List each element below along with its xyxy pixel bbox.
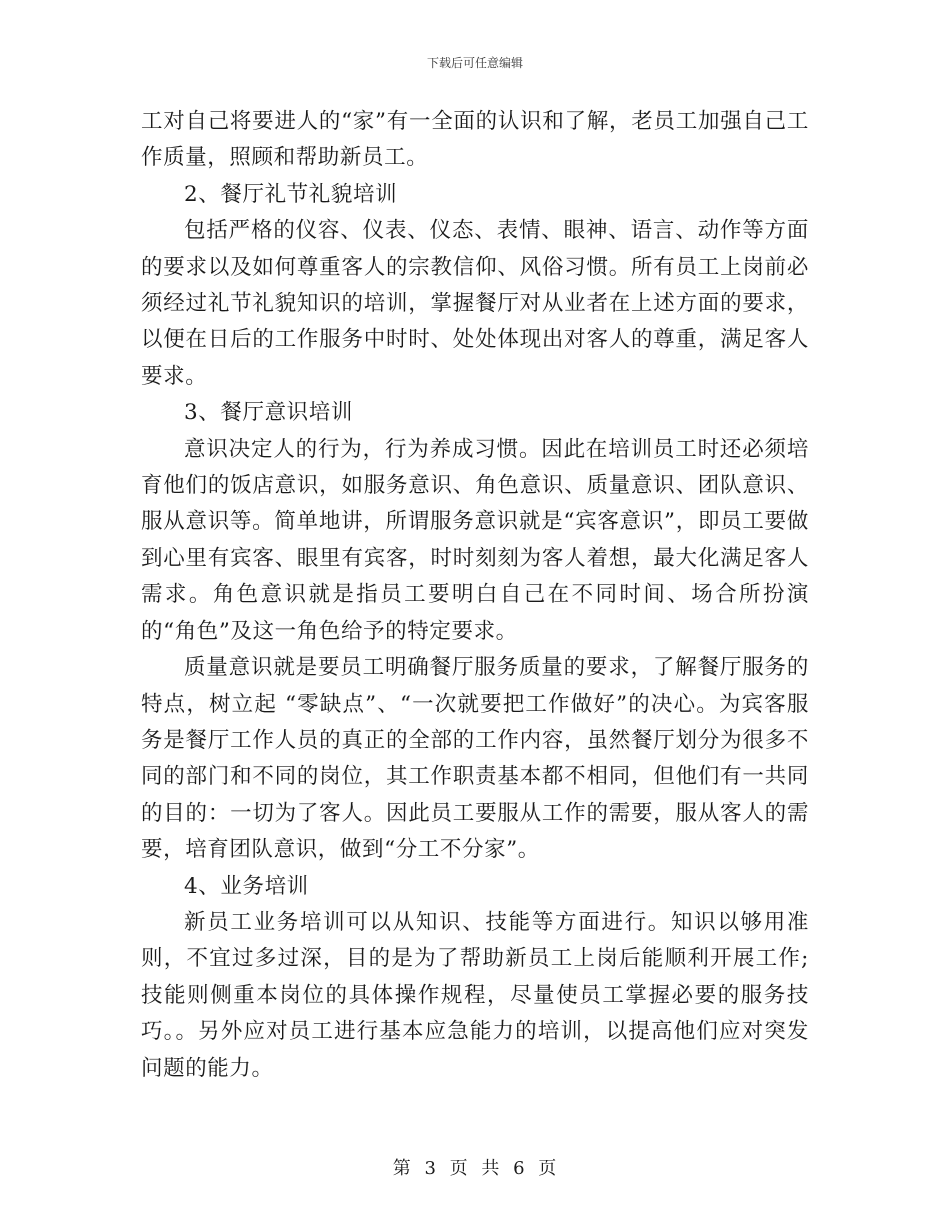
paragraph-business: 新员工业务培训可以从知识、技能等方面进行。知识以够用准则，不宜过多过深，目的是为了帮助新员工上岗后能顺利开展工作;技能则侧重本岗位的具体操作规程，尽量使员工掌握必要的服务技巧。。另外应对员工进行基本应急能力的培训，以提高他们应对突发问题的能力。 [141, 909, 809, 1081]
page-header: 下载后可任意编辑 [426, 56, 523, 70]
section-heading-awareness: 3、餐厅意识培训 [184, 400, 353, 426]
paragraph-continuation: 工对自己将要进人的“家”有一全面的认识和了解，老员工加强自己工作质量，照顾和帮助新员工。 [141, 109, 809, 171]
paragraph-etiquette: 包括严格的仪容、仪表、仪态、表情、眼神、语言、动作等方面的要求以及如何尊重客人的宗教信仰、风俗习惯。所有员工上岗前必须经过礼节礼貌知识的培训，掌握餐厅对从业者在上述方面的要求，以便在日后的工作服务中时时、处处体现出对客人的尊重，满足客人要求。 [141, 218, 809, 389]
paragraph-awareness: 意识决定人的行为，行为养成习惯。因此在培训员工时还必须培育他们的饭店意识，如服务意识、角色意识、质量意识、团队意识、服从意识等。简单地讲，所谓服务意识就是“宾客意识”，即员工要做到心里有宾客、眼里有宾客，时时刻刻为客人着想，最大化满足客人需求。角色意识就是指员工要明白自己在不同时间、场合所扮演的“角色”及这一角色给予的特定要求。 [141, 436, 809, 644]
section-heading-business: 4、业务培训 [184, 873, 309, 899]
document-body [141, 104, 809, 1087]
section-heading-etiquette: 2、餐厅礼节礼貌培训 [184, 181, 398, 207]
paragraph-quality: 质量意识就是要员工明确餐厅服务质量的要求，了解餐厅服务的特点，树立起 “零缺点”、“一次就要把工作做好”的决心。为宾客服务是餐厅工作人员的真正的全部的工作内容，虽然餐厅划分为很多不同的部门和不同的岗位，其工作职责基本都不相同，但他们有一共同的目的：一切为了客人。因此员工要服从工作的需要，服从客人的需要，培育团队意识，做到“分工不分家”。 [141, 655, 809, 863]
page-number: 第 3 页 共 6 页 [392, 1158, 558, 1179]
